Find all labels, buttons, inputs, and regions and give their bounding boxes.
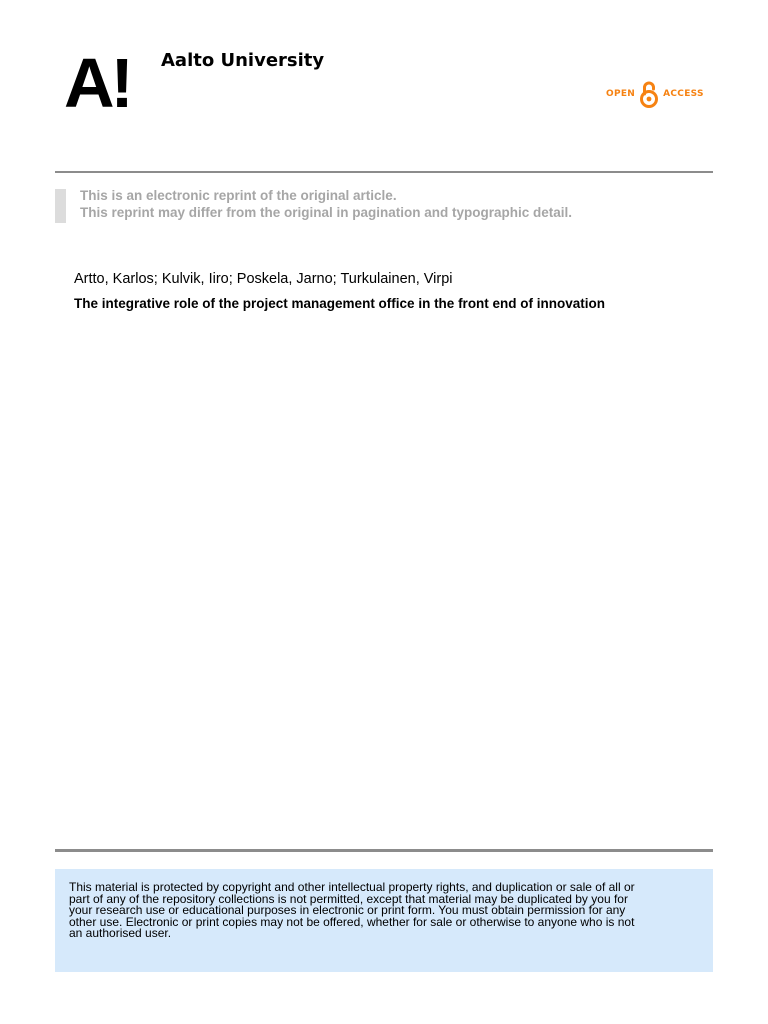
reprint-notice-line-1: This is an electronic reprint of the original article. (80, 188, 397, 203)
header-divider (55, 171, 713, 173)
copyright-line: an authorised user. (69, 926, 172, 941)
open-access-left-word: OPEN (606, 89, 636, 99)
reprint-notice-bar (55, 189, 66, 223)
aalto-logo-mark: A! (64, 44, 130, 122)
open-access-right-word: ACCESS (663, 89, 704, 99)
copyright-notice-box (55, 869, 713, 972)
copyright-line: This material is protected by copyright and other intellectual property rights, and duplication or sale of all or (69, 880, 635, 894)
footer-divider (55, 849, 713, 852)
reprint-notice (80, 187, 572, 221)
copyright-notice (69, 882, 699, 940)
copyright-line: other use. Electronic or print copies may not be offered, whether for sale or otherwise to anyone who is not (69, 914, 635, 929)
institution-name: Aalto University (161, 50, 325, 71)
article-authors: Artto, Karlos; Kulvik, Iiro; Poskela, Jarno; Turkulainen, Virpi (74, 271, 453, 287)
reprint-notice-line-2: This reprint may differ from the original in pagination and typographic detail. (80, 205, 573, 220)
copyright-line: your research use or educational purposes in electronic or print form. You must obtain permission for any (69, 903, 626, 918)
open-lock-icon (638, 79, 660, 109)
article-title: The integrative role of the project management office in the front end of innovation (74, 296, 606, 311)
open-access-badge (606, 78, 704, 110)
copyright-line: part of any of the repository collections is not permitted, except that material may be duplicated by you for (69, 891, 628, 906)
